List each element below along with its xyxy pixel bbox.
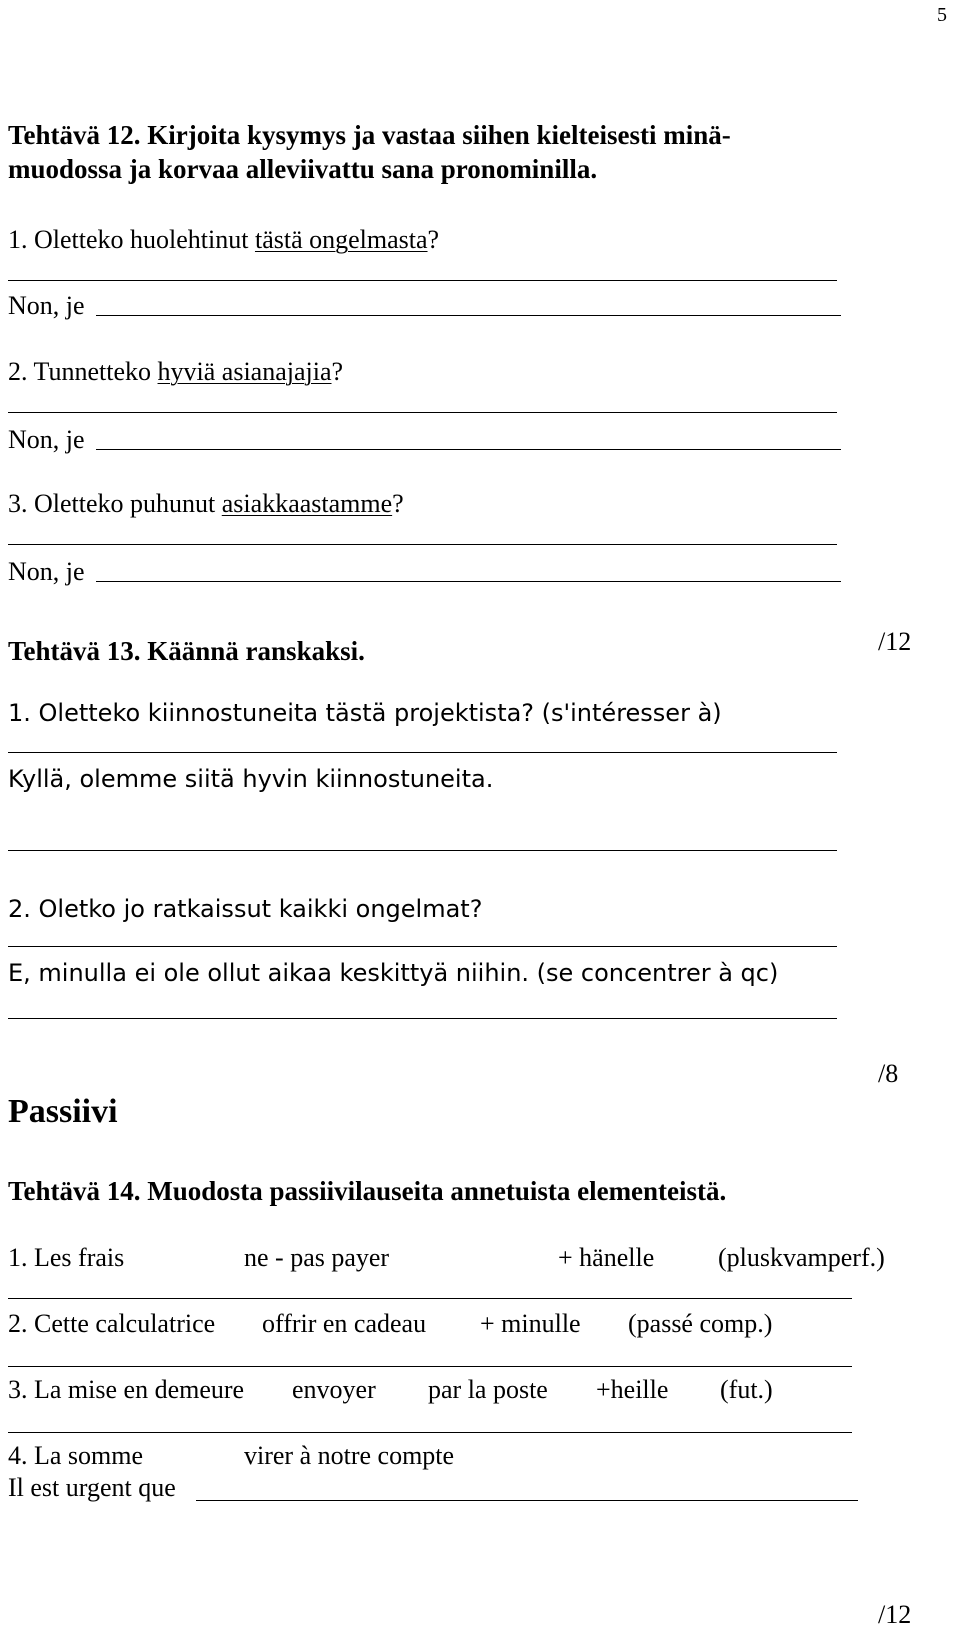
exercise-13-answer-1: Kyllä, olemme siitä hyvin kiinnostuneita.	[8, 765, 494, 793]
answer-prefix: Non, je	[8, 557, 85, 586]
exercise-14-row-1-verb: ne - pas payer	[244, 1243, 390, 1272]
exercise-14-row-1-subject: 1. Les frais	[8, 1243, 125, 1272]
section-title: Passiivi	[8, 1093, 118, 1130]
exercise-12-question-3: 3. Oletteko puhunut asiakkaastamme?	[8, 489, 404, 518]
exercise-14-heading: Tehtävä 14. Muodosta passiivilauseita annetuista elementeistä.	[8, 1176, 727, 1206]
exercise-12-score: /12	[878, 627, 912, 656]
answer-line[interactable]	[8, 752, 837, 753]
exercise-12-heading-line2: muodossa ja korvaa alleviivattu sana pronominilla.	[8, 154, 598, 184]
answer-line[interactable]	[8, 1432, 852, 1433]
exercise-14-row-3-agent: +heille	[596, 1375, 669, 1404]
answer-line[interactable]	[8, 946, 837, 947]
exercise-12-question-1: 1. Oletteko huolehtinut tästä ongelmasta?	[8, 225, 440, 254]
exercise-14-row-1-agent: + hänelle	[558, 1243, 655, 1272]
answer-line[interactable]	[8, 1366, 852, 1367]
exercise-13-question-1: 1. Oletteko kiinnostuneita tästä projektista? (s'intéresser à)	[8, 699, 722, 727]
exercise-13-score: /8	[878, 1059, 899, 1088]
answer-prefix: Non, je	[8, 291, 85, 320]
exercise-14-row-4-subject: 4. La somme	[8, 1441, 144, 1470]
answer-line[interactable]	[96, 449, 841, 450]
answer-line[interactable]	[196, 1500, 858, 1501]
exercise-14-row-2-verb: offrir en cadeau	[262, 1309, 427, 1338]
exercise-13-question-2: 2. Oletko jo ratkaissut kaikki ongelmat?	[8, 895, 483, 923]
exercise-14-score: /12	[878, 1600, 912, 1629]
answer-line[interactable]	[8, 280, 837, 281]
answer-prefix: Non, je	[8, 425, 85, 454]
exercise-14-row-2-agent: + minulle	[480, 1309, 581, 1338]
exercise-14-row-1-tense: (pluskvamperf.)	[718, 1243, 885, 1272]
answer-line[interactable]	[8, 1018, 837, 1019]
answer-line[interactable]	[8, 1298, 852, 1299]
answer-line[interactable]	[8, 544, 837, 545]
answer-line[interactable]	[8, 850, 837, 851]
exercise-14-row-2-subject: 2. Cette calculatrice	[8, 1309, 216, 1338]
exercise-14-row-3-adverbial: par la poste	[428, 1375, 548, 1404]
answer-line[interactable]	[96, 315, 841, 316]
exercise-14-row-4-prefix: Il est urgent que	[8, 1473, 176, 1502]
exercise-14-row-3-verb: envoyer	[292, 1375, 376, 1404]
underlined-word: asiakkaastamme	[221, 489, 393, 518]
exercise-14-row-2-tense: (passé comp.)	[628, 1309, 773, 1338]
underlined-word: hyviä asianajajia	[157, 357, 332, 386]
exercise-12-heading-line1: Tehtävä 12. Kirjoita kysymys ja vastaa siihen kielteisesti minä-	[8, 120, 731, 150]
underlined-word: tästä ongelmasta	[254, 225, 428, 254]
answer-line[interactable]	[96, 581, 841, 582]
exercise-14-row-3-subject: 3. La mise en demeure	[8, 1375, 245, 1404]
exercise-13-heading: Tehtävä 13. Käännä ranskaksi.	[8, 636, 365, 666]
exercise-14-row-3-tense: (fut.)	[720, 1375, 773, 1404]
answer-line[interactable]	[8, 412, 837, 413]
exercise-13-answer-2: E, minulla ei ole ollut aikaa keskittyä niihin. (se concentrer à qc)	[8, 959, 779, 987]
page-number: 5	[937, 4, 947, 26]
exercise-14-row-4-verb: virer à notre compte	[244, 1441, 455, 1470]
exercise-12-question-2: 2. Tunnetteko hyviä asianajajia?	[8, 357, 344, 386]
